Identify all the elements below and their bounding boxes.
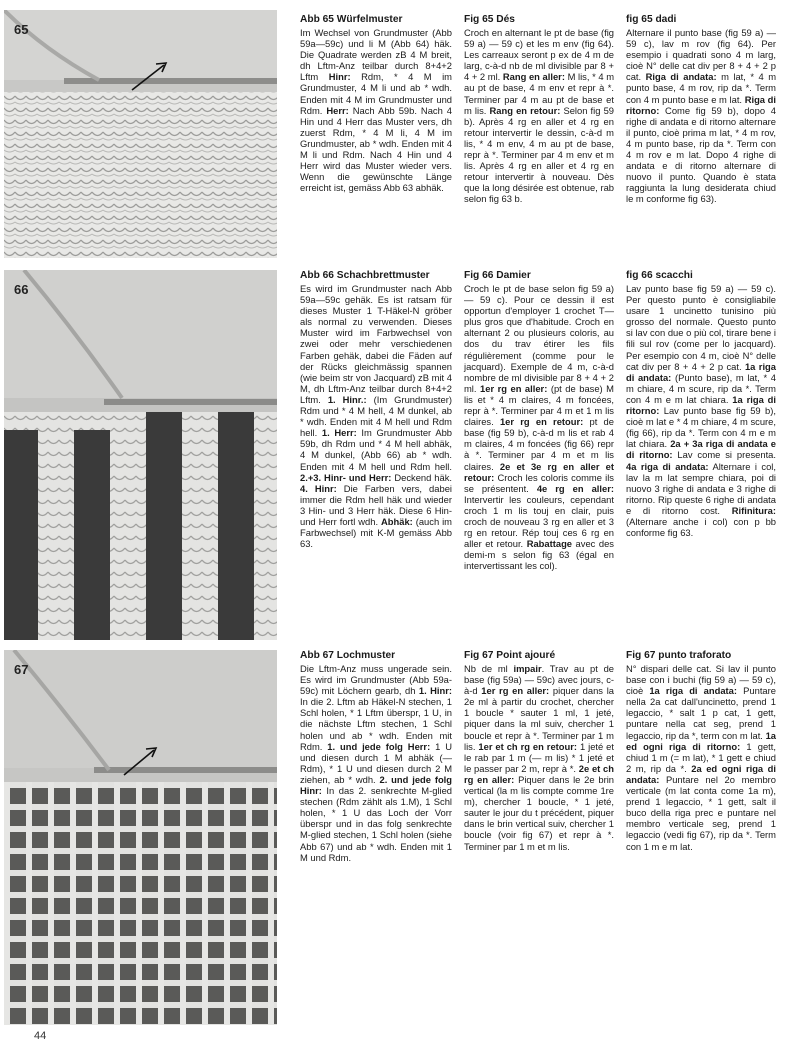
instruction-heading: 1er et ch rg en retour: [478, 740, 578, 752]
instruction-text: Deckend häk. [391, 471, 452, 483]
instruction-text: Im Grundmuster Abb 59b, dh Rdm und * 4 M hell abhäk, 4 M dunkel, (Abb 66) ab * wdh. Enden mit 4 M hell und Rdm hell. [300, 427, 452, 472]
instruction-heading: 1a ed ogni riga di ritorno: [626, 729, 776, 752]
instruction-text: Piquer dans le 2e brin vertical (la m lis compte comme 1re m), chercher 1 boucle, * 1 jeté, sauter le jour du t précédent, piquer dans le brin vertical suiv, chercher 1 boucle (voir fig 67) et repr à *. Terminer par 1 m et m lis. [464, 773, 614, 852]
instruction-heading: 1a riga di ritorno: [626, 393, 776, 417]
instruction-heading: 1er rg en aller: [480, 382, 548, 394]
instruction-text: Die Farben vers, dabei immer die Rdm hell häk und wieder 3 Hin- und 3 Herr häk. Diese 6 Hin- und Herr fortl wdh. [300, 482, 452, 527]
section-title: Fig 67 Point ajouré [464, 650, 556, 661]
instruction-heading: Herr: [326, 104, 349, 116]
instruction-text: 1 jeté et le rab par 1 m (— m lis) * 1 jeté et le passer par 2 m, repr à *. [464, 740, 614, 774]
instruction-text: M lis, * 4 m au pt de base, 4 m env et repr à *. Terminer par 4 m au pt de base et m lis. [464, 71, 615, 116]
instruction-text: Lav punto base fig 59 b), cioè m lat e * 4 m chiare, 4 m scure, (fig 66), rip da *. Term con 4 m e m lat chiara. [626, 405, 776, 450]
instruction-heading: 2a ed ogni riga di andata: [626, 762, 776, 785]
instruction-text: Lav punto base fig 59 a) — 59 c). Per questo punto è consigliabile usare 1 uncinetto tunisino più grosso del normale. Questo punto si lav con due o più col, tirare bene i fili sul rov (come per lo jacquard). Per esempio con 4 m, cioè N° delle cat div per 8 + 4 + 2 p cat. [626, 283, 776, 372]
text-fr-67 [464, 650, 614, 852]
page-number: 44 [34, 1030, 47, 1042]
instruction-text: In die 2. Lftm ab Häkel-N stechen, 1 Schl holen, * 1 Lftm überspr, 1 U, in die nächste Lftm stechen, 1 Schl holen und ab * wdh. Enden mit Rdm. [300, 696, 452, 752]
instruction-text: Alternare i col, lav la m lat sempre chiara, poi di nuovo 3 righe di andata e 3 righe di ritorno. Rip queste 6 righe di andata e di ritorno cost. [626, 460, 776, 516]
instruction-text: 1 U und diesen durch 1 M abhäk (— Rdm), * 1 U und diesen durch 2 M ziehen, ab * wdh. [300, 740, 452, 785]
section-body [464, 283, 614, 571]
text-it-65 [626, 14, 776, 205]
instruction-heading: 1er rg en aller: [481, 685, 550, 697]
section-body [626, 283, 776, 538]
text-de-65 [300, 14, 452, 193]
instruction-text: (Alternare anche i col) con p bb conforme fig 63. [626, 515, 776, 539]
instruction-text: Es wird im Grundmuster nach Abb 59a—59c gehäk. Es ist ratsam für dieses Muster 1 T-Häkel-N gröber als normal zu verwenden. Dieses Muster wird im Farbwechsel von zwei oder mehr verschiedenen Farben gehäk, dabei die Fäden auf der Rücks gleichmässig spannen (wie beim str von Jacquard) zB mit 4 M, dh Lftm-Anz teilbar durch 8+4+2 Lftm. [300, 283, 452, 405]
instruction-heading: 1. Hinr: [418, 685, 452, 697]
instruction-heading: 1er rg en retour: [499, 416, 584, 428]
instruction-text: (auch im Farbwechsel) mit K-M gemäss Abb 63. [300, 515, 452, 550]
text-fr-66 [464, 270, 614, 571]
text-de-67 [300, 650, 452, 863]
instruction-text: Die Lftm-Anz muss ungerade sein. Es wird im Grundmuster (Abb 59a-59c) mit Löchern gearb, dh [300, 663, 452, 697]
instruction-heading: 1a riga di andata: [626, 360, 776, 383]
photo-schachbrettmuster [4, 270, 277, 640]
instruction-heading: Riga di ritorno: [626, 93, 776, 116]
instruction-heading: 2. und jede folg Hinr: [300, 773, 452, 797]
instruction-text: Nb de ml [464, 663, 514, 674]
instruction-text: . Trav au pt de base (fig 59a) — 59c) avec jours, c-à-d [464, 663, 614, 697]
photo-label: 65 [14, 22, 29, 37]
photo-wuerfelmuster [4, 10, 277, 258]
instruction-heading: Abhäk: [381, 515, 413, 527]
instruction-text: N° dispari delle cat. Si lav il punto base con i buchi (fig 59 a) — 59 c), cioè [626, 663, 776, 697]
instruction-text: Croch les coloris comme ils se présentent. [464, 471, 614, 494]
instruction-heading: 2a + 3a riga di andata e di ritorno: [626, 438, 777, 461]
text-it-67 [626, 650, 776, 852]
section-body [464, 27, 614, 205]
instruction-text: (Punto base), m lat, * 4 m chiare, 4 m scure, rip da *. Term con 4 m e m lat chiara. [626, 371, 776, 405]
section-title: fig 65 dadi [626, 14, 677, 25]
section-title: Abb 67 Lochmuster [300, 650, 396, 661]
instruction-text: Croch le pt de base selon fig 59 a) — 59 c). Pour ce dessin il est opportun d'employer 1 crochet T— plus gros que d'habitude. Croch en alternant 2 ou plusieurs coloris, au dos du trav étirer les fils régulièrement (comme pour le jacquard). Exemple de 4 m, c-à-d nombre de ml divisible par 8 + 4 + 2 ml. [464, 283, 614, 394]
section-body [300, 663, 452, 863]
instruction-heading: 1. und jede folg Herr: [327, 740, 431, 752]
text-it-66 [626, 270, 776, 538]
photo-label: 66 [14, 282, 29, 297]
instruction-text: Rdm, * 4 M im Grundmuster, 4 M li und ab * wdh. Enden mit 4 M im Grundmuster und Rdm. [300, 71, 452, 116]
swatch-65-illustration [4, 10, 277, 258]
instruction-text: avec des demi-m s selon fig 63 (égal en intervertissant les col). [464, 538, 614, 572]
instruction-text: Puntare nella 2a cat dall'uncinetto, prend 1 legaccio, * salt 1 p cat, 1 gett, puntare nella cat seg, prend 1 legaccio, rip da *, term con m lat. [626, 685, 776, 741]
instruction-text: Alternare il punto base (fig 59 a) — 59 c), lav m rov (fig 64). Per esempio i quadrati sono 4 m larg, cioè N° delle cat div per 8 + 4 + 2 p cat. [626, 27, 776, 83]
instruction-heading: Rang en retour: [489, 104, 561, 116]
text-de-66 [300, 270, 452, 549]
instruction-text: Puntare nel 2o membro verticale (m lat conta come 1a m), prend 1 legaccio, * 1 gett, salt il buco della riga prec e puntare nel membro verticale seg, prend 1 legaccio (vedi fig 67), rip da *. Term con 1 m e m lat. [626, 773, 776, 852]
instruction-text: pt de base (fig 59 b), c-à-d m lis et rab 4 m claires, 4 m foncées (fig 66) repr à *. Terminer par 4 m et m lis claires. [464, 416, 614, 472]
instruction-heading: 4e rg en aller: [536, 482, 614, 494]
instruction-heading: Rifinitura: [731, 504, 776, 516]
section-title: Fig 65 Dés [464, 14, 515, 25]
instruction-heading: Rang en aller: [502, 71, 565, 83]
instruction-heading: 2e et ch rg en aller: [464, 762, 614, 785]
instruction-text: m lat, * 4 m punto base, 4 m rov, rip da *. Term con 4 m punto base e m lat. [626, 71, 777, 105]
section-body [464, 663, 614, 852]
section-title: Abb 65 Würfelmuster [300, 14, 403, 25]
instruction-heading: 1. Herr: [321, 427, 357, 439]
photo-label: 67 [14, 662, 29, 677]
instruction-heading: 2.+3. Hinr- und Herr: [300, 471, 392, 483]
instruction-heading: Hinr: [328, 71, 351, 83]
section-title: Abb 66 Schachbrettmuster [300, 270, 430, 281]
instruction-heading: 4a riga di andata: [626, 460, 709, 472]
section-body [626, 663, 776, 852]
section-body [300, 283, 452, 549]
instruction-text: Im Wechsel von Grundmuster (Abb 59a—59c) und li M (Abb 64) häk. Die Quadrate werden zB 4 M breit, dh Lftm-Anz teilbar durch 8+4+2 Lftm [300, 27, 452, 83]
section-title: fig 66 scacchi [626, 270, 693, 281]
instruction-heading: 1a riga di andata: [649, 685, 738, 697]
section-body [300, 27, 452, 193]
instruction-heading: impair [513, 663, 542, 674]
instruction-heading: 1. Hinr.: [327, 393, 367, 405]
swatch-67-illustration [4, 650, 277, 1025]
instruction-text: (pt de base) M lis et * 4 m claires, 4 m foncées, repr à *. Terminer par 4 m et 1 m lis claires. [464, 382, 614, 428]
section-body [626, 27, 776, 205]
text-fr-65 [464, 14, 614, 205]
instruction-heading: Riga di andata: [645, 71, 717, 83]
section-title: Fig 66 Damier [464, 270, 531, 281]
instruction-text: Nach Abb 59b. Nach 4 Hin und 4 Herr das Muster vers, dh zuerst Rdm, * 4 M li, 4 M im Grundmuster, ab * wdh. Enden mit 4 M li und Rdm. Nach 4 Hin und 4 Herr wird das Muster wieder vers. Wenn die gewünschte Länge erreicht ist, gemäss Abb 63 abhäk. [300, 104, 452, 194]
instruction-text: Selon fig 59 b). Après 4 rg en aller et 4 rg en retour intervertir le dessin, c-à-d m lis, * 4 m env, 4 m au pt de base, repr à *. Terminer par 4 m env et m lis. Après 4 rg en aller et 4 rg en retour intervertir à nouveau. Dès que la long désirée est obtenue, rab selon fig 63 b. [464, 104, 615, 205]
instruction-text: (Im Grundmuster) Rdm und * 4 M hell, 4 M dunkel, ab * wdh. Enden mit 4 M hell und Rdm hell. [300, 393, 452, 439]
instruction-text: 1 gett, chiud 1 m (= m lat), * 1 gett e chiud 2 m, rip da *. [626, 740, 776, 774]
instruction-heading: 2e et 3e rg en aller et retour: [464, 460, 614, 483]
instruction-text: Intervertir les couleurs, cependant croch 1 m lis touj en clair, puis croch de nouveau 3 rg en aller et 3 rg en retour. Rép touj ces 6 rg en aller et retour. [464, 493, 614, 550]
instruction-heading: Rabattage [526, 538, 573, 550]
instruction-text: Come fig 59 b), dopo 4 righe di andata e di ritorno alternare il punto, cioè prima m lat, * 4 m rov, 4 m punto base, rip da *. Term con 4 m rov e m lat. Dopo 4 righe di andata e di ritorno alternare di nuovo il punto. Quando è stata raggiunta la lung desiderata chiud le m conforme fig 63). [626, 104, 776, 205]
swatch-66-illustration [4, 270, 277, 640]
instruction-text: In das 2. senkrechte M-glied stechen (Rdm zählt als 1.M), 1 Schl holen, * 1 U das Loch der Vorr überspr und in das folg senkrechte M-glied stechen, 1 Schl holen (siehe Abb 67) und ab * wdh. Enden mit 1 M und Rdm. [300, 785, 452, 863]
photo-lochmuster [4, 650, 277, 1025]
instruction-text: Croch en alternant le pt de base (fig 59 a) — 59 c) et les m env (fig 64). Les carreaux seront p ex de 4 m de larg, c-à-d nb de ml divisible par 8 + 4 + 2 ml. [464, 27, 614, 83]
section-title: Fig 67 punto traforato [626, 650, 732, 661]
instruction-text: piquer dans la 2e ml à partir du crochet, chercher 1 boucle * sauter 1 ml, 1 jeté, piquer dans la ml suiv, chercher 1 boucle et repr à *. Terminer par 1 m lis. [464, 685, 614, 752]
instruction-text: Lav come si presenta. [672, 449, 776, 461]
instruction-heading: 4. Hinr: [300, 482, 337, 494]
